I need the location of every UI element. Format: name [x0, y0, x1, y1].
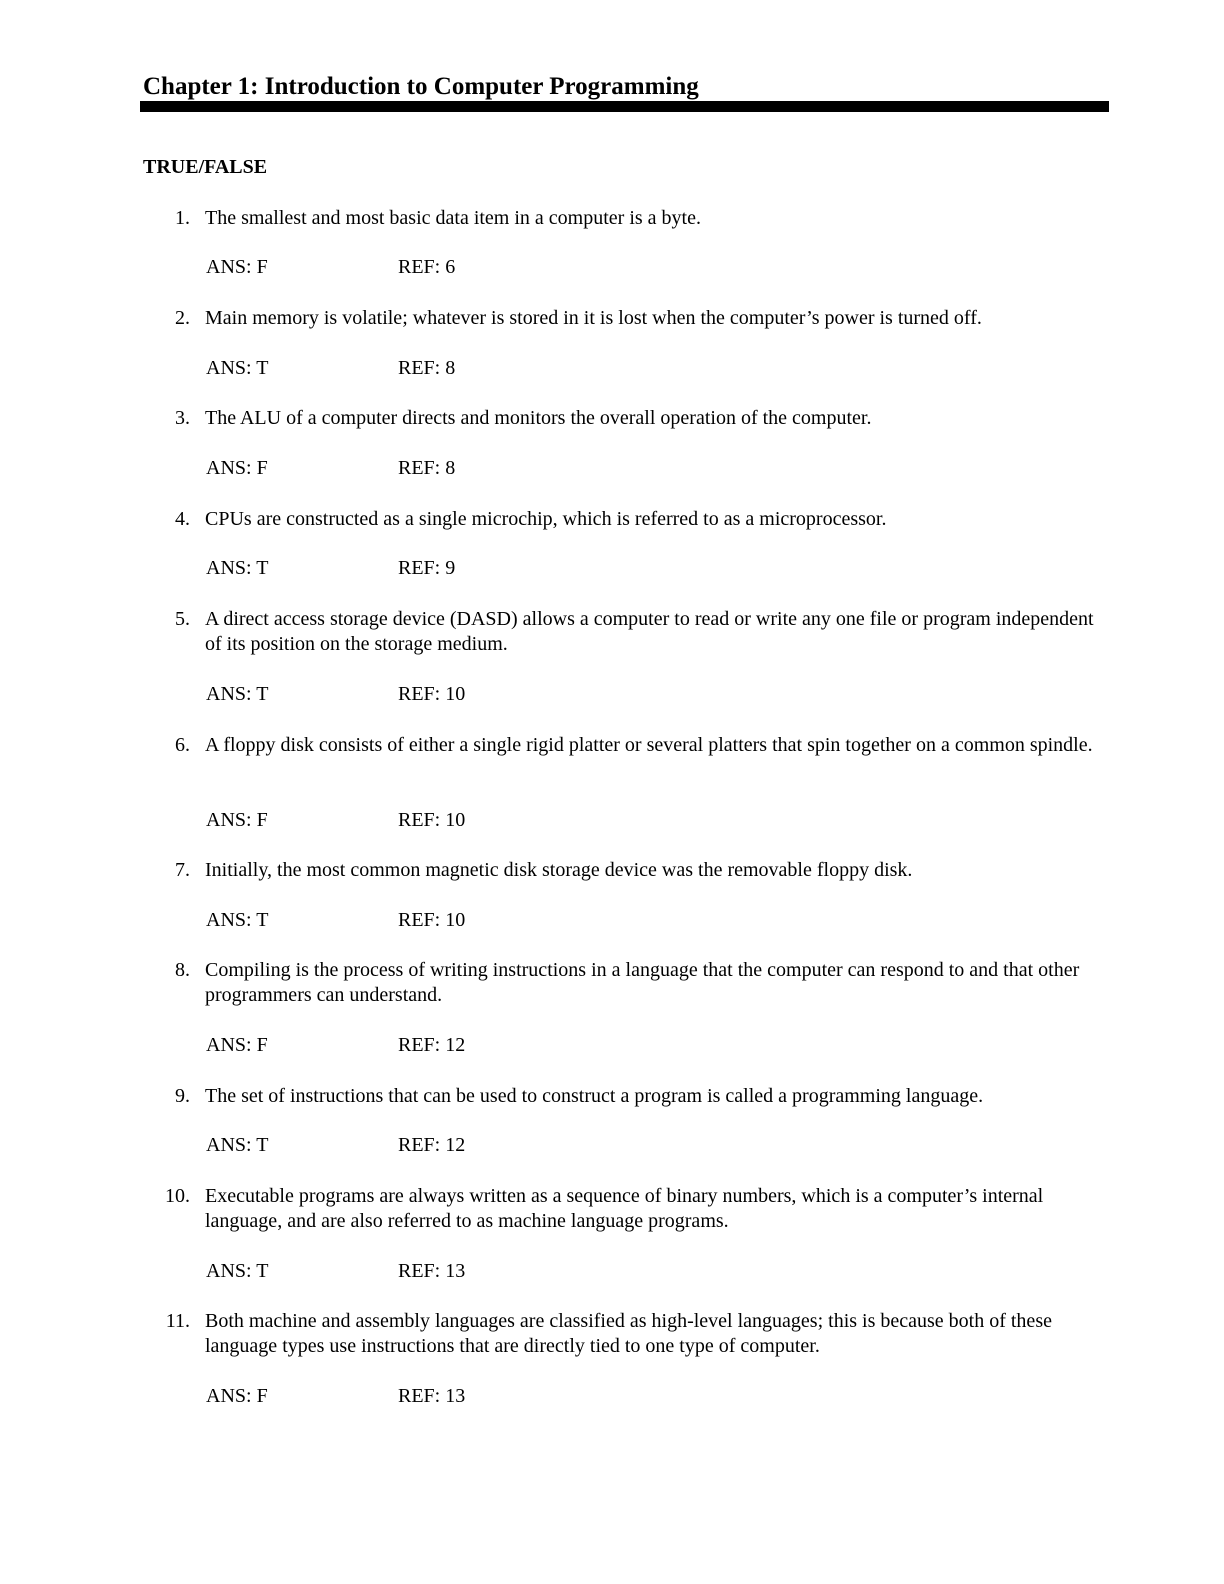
- question-text: CPUs are constructed as a single microchip, which is referred to as a microprocessor.: [205, 508, 887, 530]
- answer: ANS: F: [206, 256, 268, 278]
- question-text: Initially, the most common magnetic disk storage device was the removable floppy disk.: [205, 859, 913, 881]
- reference: REF: 6: [398, 256, 456, 278]
- question-number: 7.: [175, 859, 190, 881]
- title-rule: [140, 101, 1109, 112]
- answer: ANS: T: [206, 909, 269, 931]
- reference: REF: 8: [398, 457, 456, 479]
- answer: ANS: F: [206, 1034, 268, 1056]
- question-text: Compiling is the process of writing instructions in a language that the computer can respond to and that other programmers can understand.: [205, 959, 1080, 1006]
- answer: ANS: T: [206, 683, 269, 705]
- chapter-title: Chapter 1: Introduction to Computer Programming: [143, 73, 699, 100]
- reference: REF: 10: [398, 809, 466, 831]
- question-number: 11.: [165, 1310, 190, 1332]
- reference: REF: 10: [398, 909, 466, 931]
- question-text: Both machine and assembly languages are classified as high-level languages; this is because both of these language types use instructions that are directly tied to one type of computer.: [205, 1310, 1052, 1357]
- question-number: 5.: [175, 608, 190, 630]
- reference: REF: 12: [398, 1134, 466, 1156]
- answer: ANS: T: [206, 1134, 269, 1156]
- question-number: 9.: [175, 1085, 190, 1107]
- question-number: 2.: [175, 307, 190, 329]
- reference: REF: 9: [398, 557, 456, 579]
- reference: REF: 13: [398, 1260, 466, 1282]
- answer: ANS: T: [206, 557, 269, 579]
- question-text: The smallest and most basic data item in a computer is a byte.: [205, 207, 701, 229]
- question-number: 6.: [175, 734, 190, 756]
- answer: ANS: T: [206, 357, 269, 379]
- question-text: A direct access storage device (DASD) allows a computer to read or write any one file or program independent of its position on the storage medium.: [205, 608, 1094, 655]
- reference: REF: 8: [398, 357, 456, 379]
- answer: ANS: F: [206, 809, 268, 831]
- question-text: The set of instructions that can be used to construct a program is called a programming language.: [205, 1085, 984, 1107]
- reference: REF: 13: [398, 1385, 466, 1407]
- question-number: 10.: [165, 1185, 190, 1207]
- question-text: Executable programs are always written as a sequence of binary numbers, which is a computer’s internal language, and are also referred to as machine language programs.: [205, 1185, 1044, 1232]
- question-text: A floppy disk consists of either a single rigid platter or several platters that spin together on a common spindle.: [205, 734, 1093, 756]
- reference: REF: 12: [398, 1034, 466, 1056]
- question-text: The ALU of a computer directs and monitors the overall operation of the computer.: [205, 407, 872, 429]
- reference: REF: 10: [398, 683, 466, 705]
- question-number: 8.: [175, 959, 190, 981]
- answer: ANS: F: [206, 1385, 268, 1407]
- question-number: 1.: [175, 207, 190, 229]
- question-number: 4.: [175, 508, 190, 530]
- question-number: 3.: [175, 407, 190, 429]
- section-heading: TRUE/FALSE: [143, 156, 268, 178]
- answer: ANS: F: [206, 457, 268, 479]
- answer: ANS: T: [206, 1260, 269, 1282]
- question-text: Main memory is volatile; whatever is stored in it is lost when the computer’s power is turned off.: [205, 307, 982, 329]
